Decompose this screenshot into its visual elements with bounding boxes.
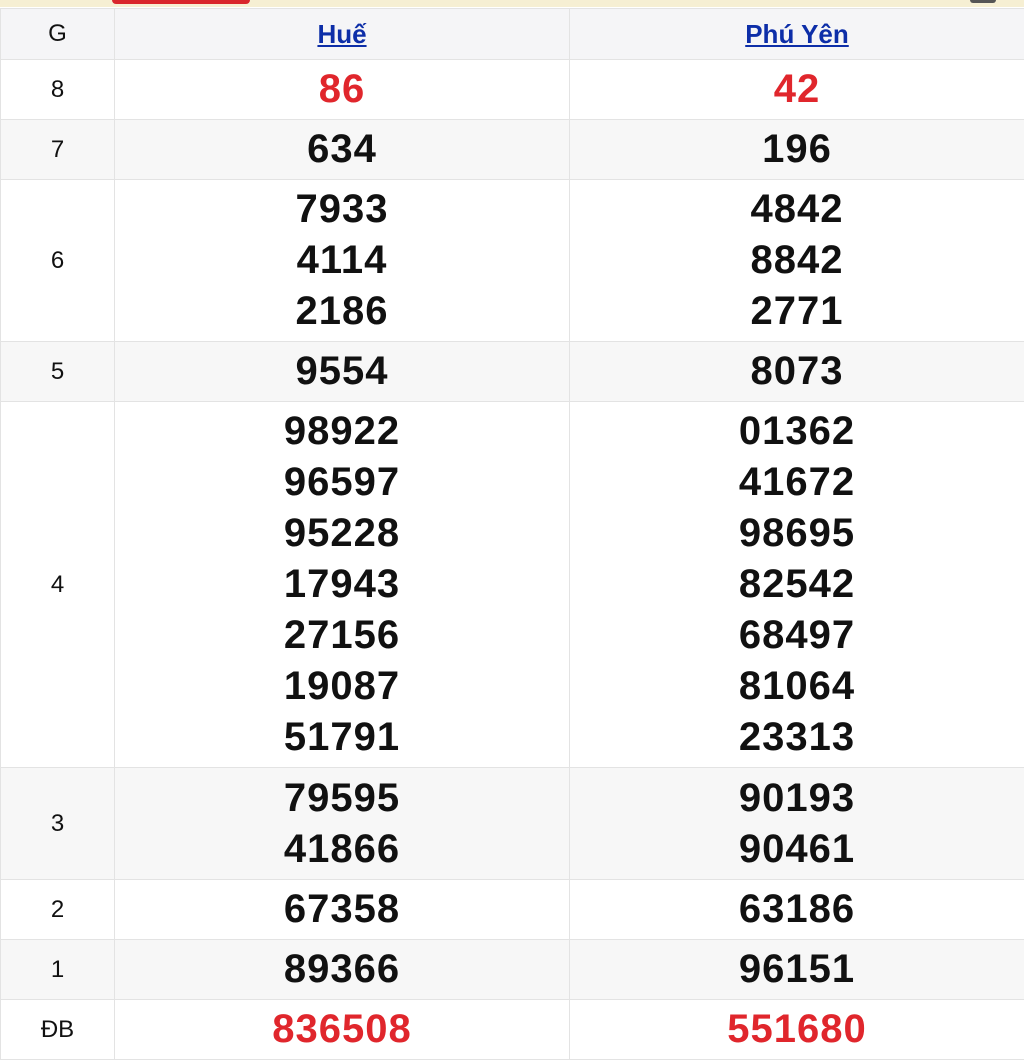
result-cell-hue bbox=[115, 768, 570, 880]
prize-label: 6 bbox=[1, 180, 115, 342]
result-number: 51791 bbox=[115, 712, 569, 763]
result-cell-hue bbox=[115, 402, 570, 768]
prize-label: 4 bbox=[1, 402, 115, 768]
top-strip bbox=[0, 0, 1024, 7]
result-number: 2186 bbox=[115, 286, 569, 337]
result-number: 196 bbox=[570, 124, 1024, 175]
prize-label: 3 bbox=[1, 768, 115, 880]
result-number: 89366 bbox=[115, 944, 569, 995]
result-number: 90461 bbox=[570, 824, 1024, 875]
result-number: 90193 bbox=[570, 773, 1024, 824]
prize-label: 5 bbox=[1, 342, 115, 402]
result-number: 4114 bbox=[115, 235, 569, 286]
result-number: 81064 bbox=[570, 661, 1024, 712]
result-cell-hue bbox=[115, 180, 570, 342]
special-result-number: 836508 bbox=[115, 1004, 569, 1055]
result-cell-phu-yen bbox=[570, 768, 1024, 880]
prize-label: 8 bbox=[1, 60, 115, 120]
active-tab-indicator[interactable] bbox=[112, 0, 250, 4]
result-number: 82542 bbox=[570, 559, 1024, 610]
prize-column-header: G bbox=[1, 9, 115, 60]
prize-row-6 bbox=[1, 180, 1024, 342]
result-cell-hue bbox=[115, 60, 570, 120]
result-number: 68497 bbox=[570, 610, 1024, 661]
result-number: 8073 bbox=[570, 346, 1024, 397]
result-number: 96151 bbox=[570, 944, 1024, 995]
result-number: 42 bbox=[570, 64, 1024, 115]
result-cell-phu-yen bbox=[570, 1000, 1024, 1060]
lottery-results-table bbox=[0, 8, 1024, 1060]
result-cell-phu-yen bbox=[570, 60, 1024, 120]
result-cell-phu-yen bbox=[570, 402, 1024, 768]
result-number: 19087 bbox=[115, 661, 569, 712]
prize-row-3 bbox=[1, 768, 1024, 880]
result-number: 17943 bbox=[115, 559, 569, 610]
prize-label: 2 bbox=[1, 880, 115, 940]
prize-row-8 bbox=[1, 60, 1024, 120]
result-cell-hue bbox=[115, 1000, 570, 1060]
result-cell-phu-yen bbox=[570, 120, 1024, 180]
prize-row-7 bbox=[1, 120, 1024, 180]
result-cell-hue bbox=[115, 940, 570, 1000]
prize-row-special bbox=[1, 1000, 1024, 1060]
result-cell-hue bbox=[115, 342, 570, 402]
result-number: 7933 bbox=[115, 184, 569, 235]
province-header-phu-yen bbox=[570, 9, 1024, 60]
prize-row-5 bbox=[1, 342, 1024, 402]
result-number: 67358 bbox=[115, 884, 569, 935]
prize-label: ĐB bbox=[1, 1000, 115, 1060]
result-number: 9554 bbox=[115, 346, 569, 397]
result-number: 98695 bbox=[570, 508, 1024, 559]
menu-icon[interactable] bbox=[970, 0, 996, 3]
result-number: 41672 bbox=[570, 457, 1024, 508]
result-number: 8842 bbox=[570, 235, 1024, 286]
result-cell-hue bbox=[115, 880, 570, 940]
result-cell-phu-yen bbox=[570, 180, 1024, 342]
prize-row-2 bbox=[1, 880, 1024, 940]
result-cell-phu-yen bbox=[570, 880, 1024, 940]
result-number: 63186 bbox=[570, 884, 1024, 935]
result-number: 23313 bbox=[570, 712, 1024, 763]
result-number: 634 bbox=[115, 124, 569, 175]
province-link-phu-yen[interactable]: Phú Yên bbox=[745, 19, 849, 49]
prize-label: 1 bbox=[1, 940, 115, 1000]
result-cell-hue bbox=[115, 120, 570, 180]
province-header-hue bbox=[115, 9, 570, 60]
province-link-hue[interactable]: Huế bbox=[317, 19, 366, 49]
result-number: 27156 bbox=[115, 610, 569, 661]
result-number: 96597 bbox=[115, 457, 569, 508]
result-number: 86 bbox=[115, 64, 569, 115]
prize-row-4 bbox=[1, 402, 1024, 768]
result-number: 41866 bbox=[115, 824, 569, 875]
result-cell-phu-yen bbox=[570, 342, 1024, 402]
prize-label: 7 bbox=[1, 120, 115, 180]
result-cell-phu-yen bbox=[570, 940, 1024, 1000]
result-number: 01362 bbox=[570, 406, 1024, 457]
prize-row-1 bbox=[1, 940, 1024, 1000]
result-number: 2771 bbox=[570, 286, 1024, 337]
result-number: 4842 bbox=[570, 184, 1024, 235]
special-result-number: 551680 bbox=[570, 1004, 1024, 1055]
result-number: 98922 bbox=[115, 406, 569, 457]
result-number: 79595 bbox=[115, 773, 569, 824]
result-number: 95228 bbox=[115, 508, 569, 559]
table-header-row bbox=[1, 9, 1024, 60]
